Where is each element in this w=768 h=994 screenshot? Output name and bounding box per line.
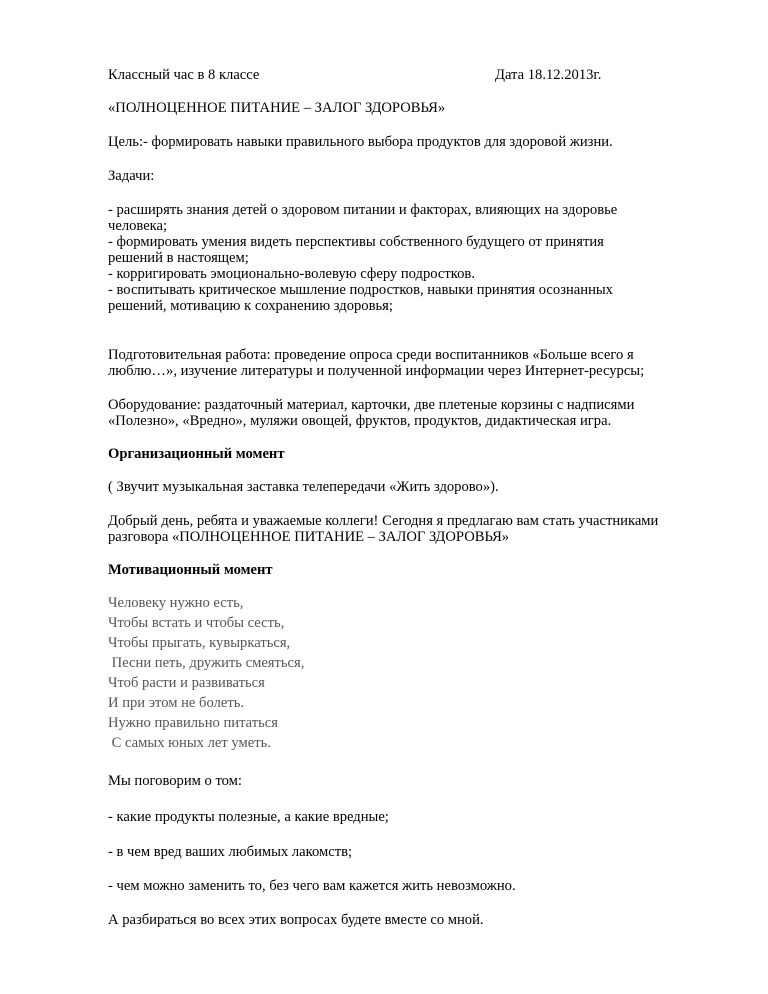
equipment-line: Оборудование: раздаточный материал, карточки, две плетеные корзины с надписями <box>108 397 635 413</box>
music-note: ( Звучит музыкальная заставка телепередачи «Жить здорово»). <box>108 479 499 495</box>
poem-line: Чтобы встать и чтобы сесть, <box>108 615 285 631</box>
header-row <box>108 67 668 85</box>
prep-line: Подготовительная работа: проведение опроса среди воспитанников «Больше всего я <box>108 347 634 363</box>
poem-line: Человеку нужно есть, <box>108 595 244 611</box>
task-line: решений в настоящем; <box>108 250 249 266</box>
task-line: человека; <box>108 218 168 234</box>
task-line: - воспитывать критическое мышление подростков, навыки принятия осознанных <box>108 282 613 298</box>
task-line: - корригировать эмоционально-волевую сферу подростков. <box>108 266 475 282</box>
tasks-heading: Задачи: <box>108 168 155 184</box>
prep-line: люблю…», изучение литературы и полученной информации через Интернет-ресурсы; <box>108 363 645 379</box>
org-heading: Организационный момент <box>108 446 285 462</box>
greeting-line: Добрый день, ребята и уважаемые коллеги! Сегодня я предлагаю вам стать участниками <box>108 513 659 529</box>
talk-item: - какие продукты полезные, а какие вредные; <box>108 809 389 825</box>
equipment-line: «Полезно», «Вредно», муляжи овощей, фруктов, продуктов, дидактическая игра. <box>108 413 612 429</box>
poem-line: Песни петь, дружить смеяться, <box>108 655 305 671</box>
talk-item: - чем можно заменить то, без чего вам кажется жить невозможно. <box>108 878 516 894</box>
poem-line: Чтоб расти и развиваться <box>108 675 265 691</box>
task-line: решений, мотивацию к сохранению здоровья; <box>108 298 393 314</box>
goal-text: Цель:- формировать навыки правильного выбора продуктов для здоровой жизни. <box>108 134 613 150</box>
task-line: - формировать умения видеть перспективы собственного будущего от принятия <box>108 234 604 250</box>
poem-line: Чтобы прыгать, кувыркаться, <box>108 635 291 651</box>
poem-line: С самых юных лет уметь. <box>108 735 271 751</box>
poem-line: Нужно правильно питаться <box>108 715 278 731</box>
document-title: «ПОЛНОЦЕННОЕ ПИТАНИЕ – ЗАЛОГ ЗДОРОВЬЯ» <box>108 100 446 116</box>
motiv-heading: Мотивационный момент <box>108 562 273 578</box>
task-line: - расширять знания детей о здоровом питании и факторах, влияющих на здоровье <box>108 202 618 218</box>
talk-intro: Мы поговорим о том: <box>108 773 242 789</box>
closing-text: А разбираться во всех этих вопросах будете вместе со мной. <box>108 912 484 928</box>
date-label: Дата 18.12.2013г. <box>495 67 602 83</box>
poem-line: И при этом не болеть. <box>108 695 245 711</box>
talk-item: - в чем вред ваших любимых лакомств; <box>108 844 353 860</box>
greeting-line: разговора «ПОЛНОЦЕННОЕ ПИТАНИЕ – ЗАЛОГ ЗДОРОВЬЯ» <box>108 529 510 545</box>
class-hour-label: Классный час в 8 классе <box>108 67 260 83</box>
